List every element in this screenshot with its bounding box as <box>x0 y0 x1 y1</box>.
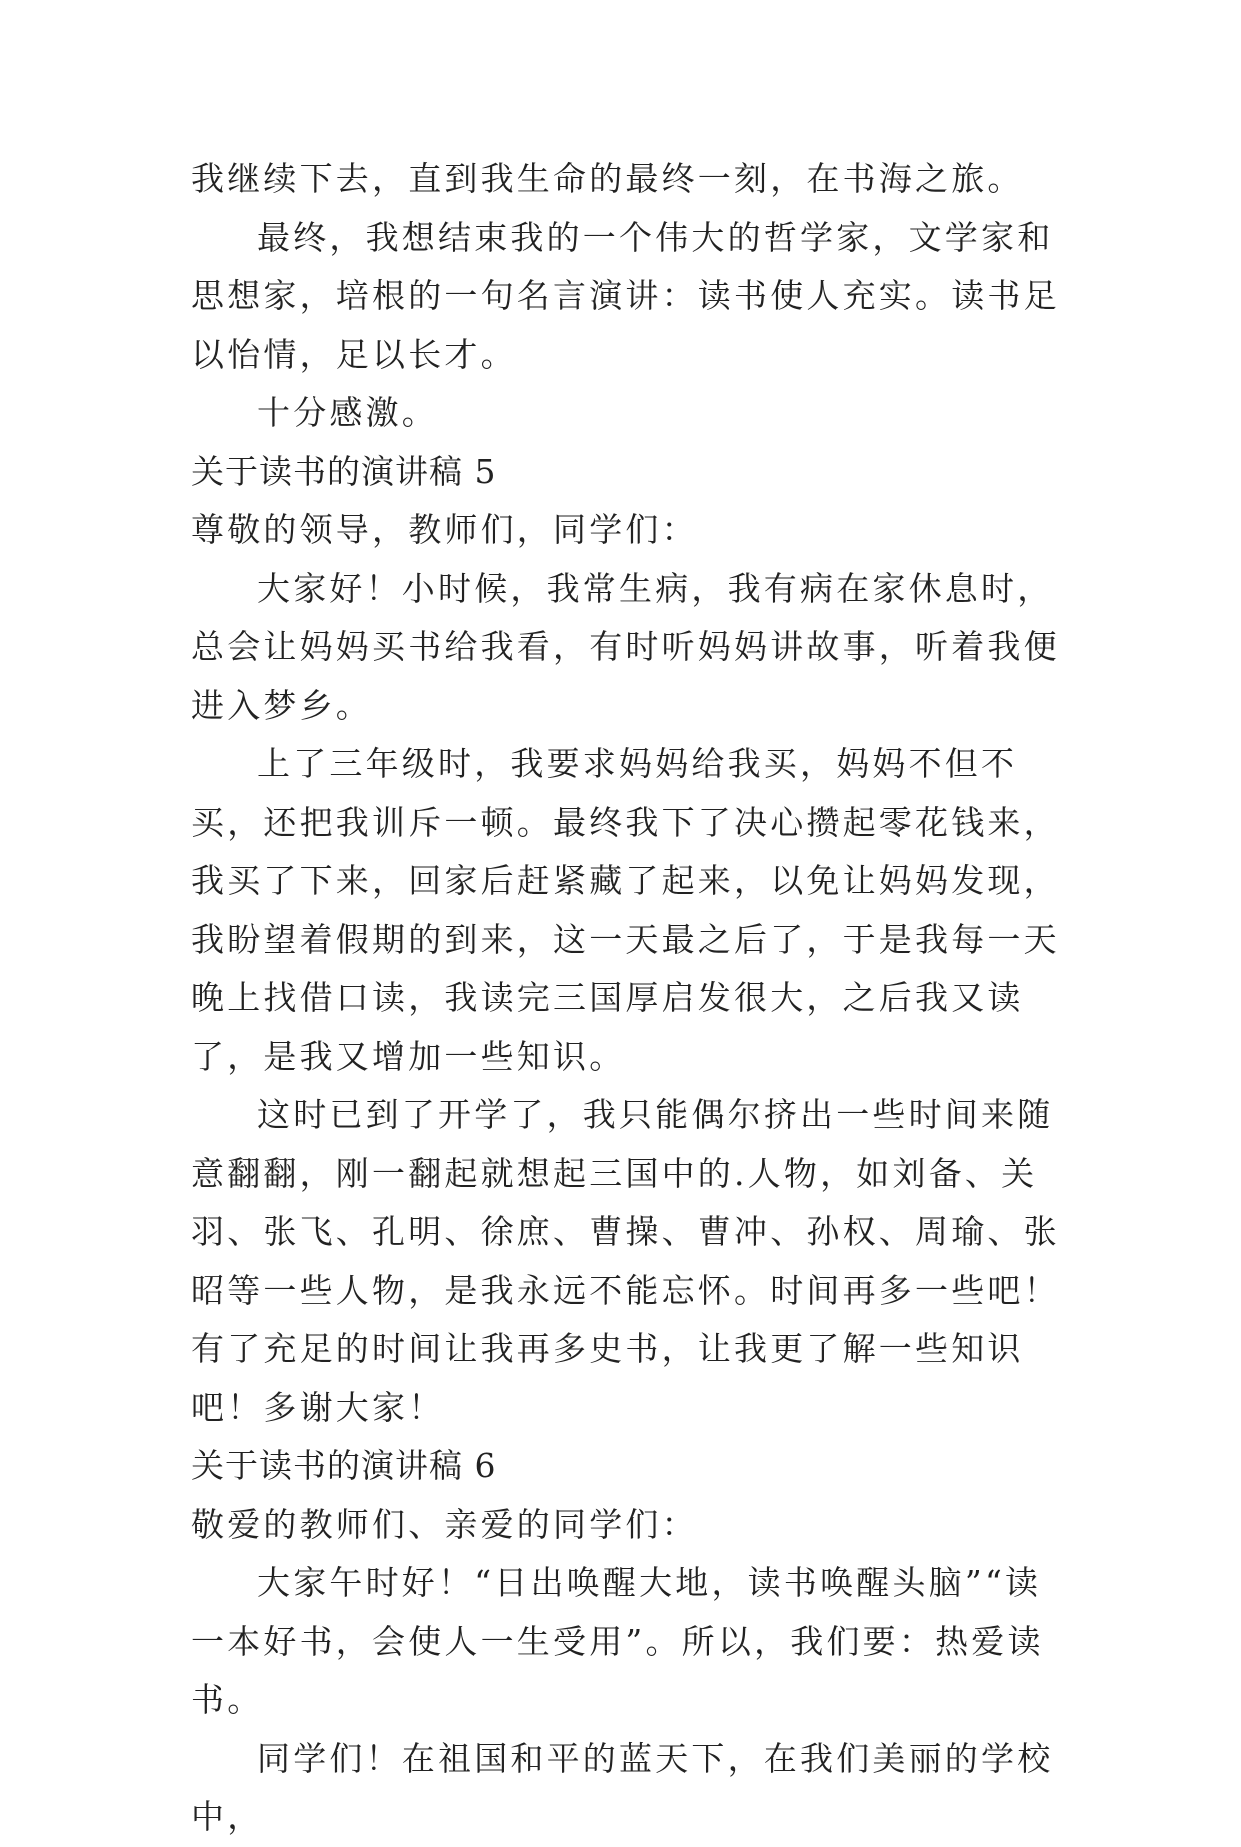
section-heading: 关于读书的演讲稿 5 <box>191 451 497 491</box>
section-heading: 关于读书的演讲稿 6 <box>191 1446 497 1485</box>
paragraph: 这时已到了开学了，我只能偶尔挤出一些时间来随意翻翻，刚一翻起就想起三国中的.人物，如刘备、关羽、张飞、孔明、徐庶、曹操、曹冲、孙权、周瑜、张昭等一些人物，是我永远不能忘怀。时间再多一些吧！有了充足的时间让我再多史书，让我更了解一些知识吧！多谢大家！ <box>191 1095 1060 1427</box>
document-body <box>191 150 1071 1847</box>
paragraph: 大家午时好！“日出唤醒大地，读书唤醒头脑”“读一本好书，会使人一生受用”。所以，我们要：热爱读书。 <box>191 1563 1044 1719</box>
paragraph: 同学们！在祖国和平的蓝天下，在我们美丽的学校中， <box>191 1738 1054 1836</box>
salutation: 尊敬的领导，教师们，同学们： <box>191 510 698 549</box>
paragraph: 上了三年级时，我要求妈妈给我买，妈妈不但不买，还把我训斥一顿。最终我下了决心攒起零花钱来，我买了下来，回家后赶紧藏了起来，以免让妈妈发现，我盼望着假期的到来，这一天最之后了，于是我每一天晚上找借口读，我读完三国厚启发很大，之后我又读了，是我又增加一些知识。 <box>191 744 1060 1076</box>
salutation: 敬爱的教师们、亲爱的同学们： <box>191 1504 698 1544</box>
paragraph: 我继续下去，直到我生命的最终一刻，在书海之旅。 <box>191 159 1024 198</box>
paragraph: 最终，我想结束我的一个伟大的哲学家，文学家和思想家，培根的一句名言演讲：读书使人充实。读书足以怡情，足以长才。 <box>191 217 1060 374</box>
paragraph: 十分感激。 <box>257 393 438 432</box>
paragraph: 大家好！小时候，我常生病，我有病在家休息时，总会让妈妈买书给我看，有时听妈妈讲故事，听着我便进入梦乡。 <box>191 568 1060 725</box>
